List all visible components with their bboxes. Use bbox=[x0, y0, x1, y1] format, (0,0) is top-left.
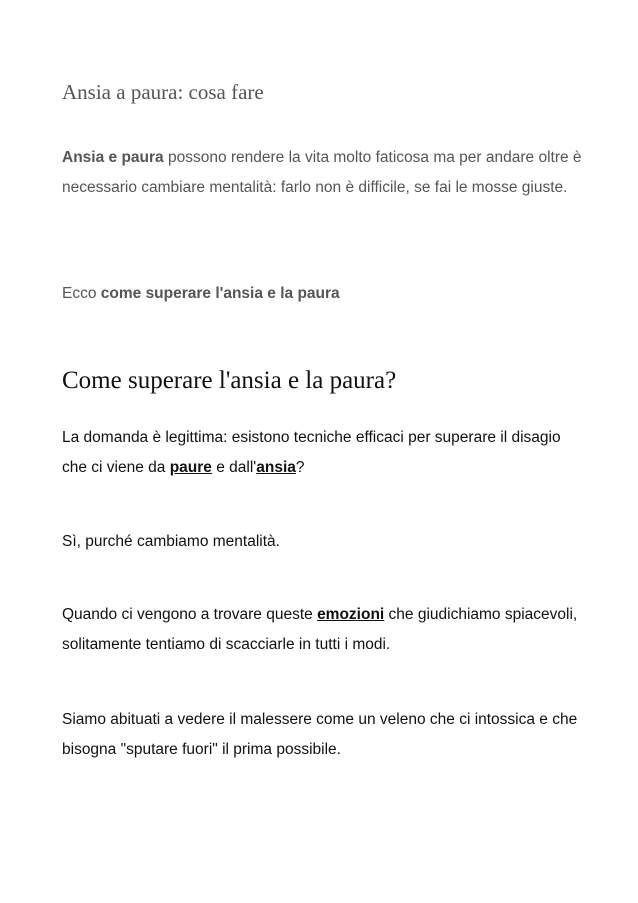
p3-text2: che giudichiamo spiacevoli, solitamente tentiamo di scacciarle in tutti i modi. bbox=[62, 606, 578, 653]
paragraph-domanda bbox=[62, 423, 582, 483]
intro-paragraph bbox=[62, 143, 582, 203]
paragraph-malessere: Siamo abituati a vedere il malessere come un veleno che ci intossica e che bisogna "sputare fuori" il prima possibile. bbox=[62, 711, 578, 758]
link-paure[interactable]: paure bbox=[169, 459, 212, 476]
ecco-paragraph bbox=[62, 279, 582, 309]
paragraph-emozioni bbox=[62, 600, 582, 660]
p1-text2: e dall' bbox=[211, 459, 257, 476]
p1-text1: La domanda è legittima: esistono tecniche efficaci per superare il disagio che ci viene da bbox=[62, 429, 561, 476]
intro-text: possono rendere la vita molto faticosa ma per andare oltre è necessario cambiare mentalità: farlo non è difficile, se fai le mosse giuste. bbox=[62, 149, 582, 196]
ecco-prefix: Ecco bbox=[62, 285, 101, 302]
link-emozioni[interactable]: emozioni bbox=[317, 606, 385, 623]
ecco-bold: come superare l'ansia e la paura bbox=[100, 285, 340, 302]
section-heading: Come superare l'ansia e la paura? bbox=[62, 367, 397, 394]
p1-text3: ? bbox=[295, 459, 305, 476]
paragraph-mentalita: Sì, purché cambiamo mentalità. bbox=[62, 533, 280, 550]
link-ansia[interactable]: ansia bbox=[256, 459, 296, 476]
document-title: Ansia a paura: cosa fare bbox=[62, 80, 264, 104]
intro-bold-lead: Ansia e paura bbox=[62, 149, 164, 166]
p3-text1: Quando ci vengono a trovare queste bbox=[62, 606, 318, 623]
